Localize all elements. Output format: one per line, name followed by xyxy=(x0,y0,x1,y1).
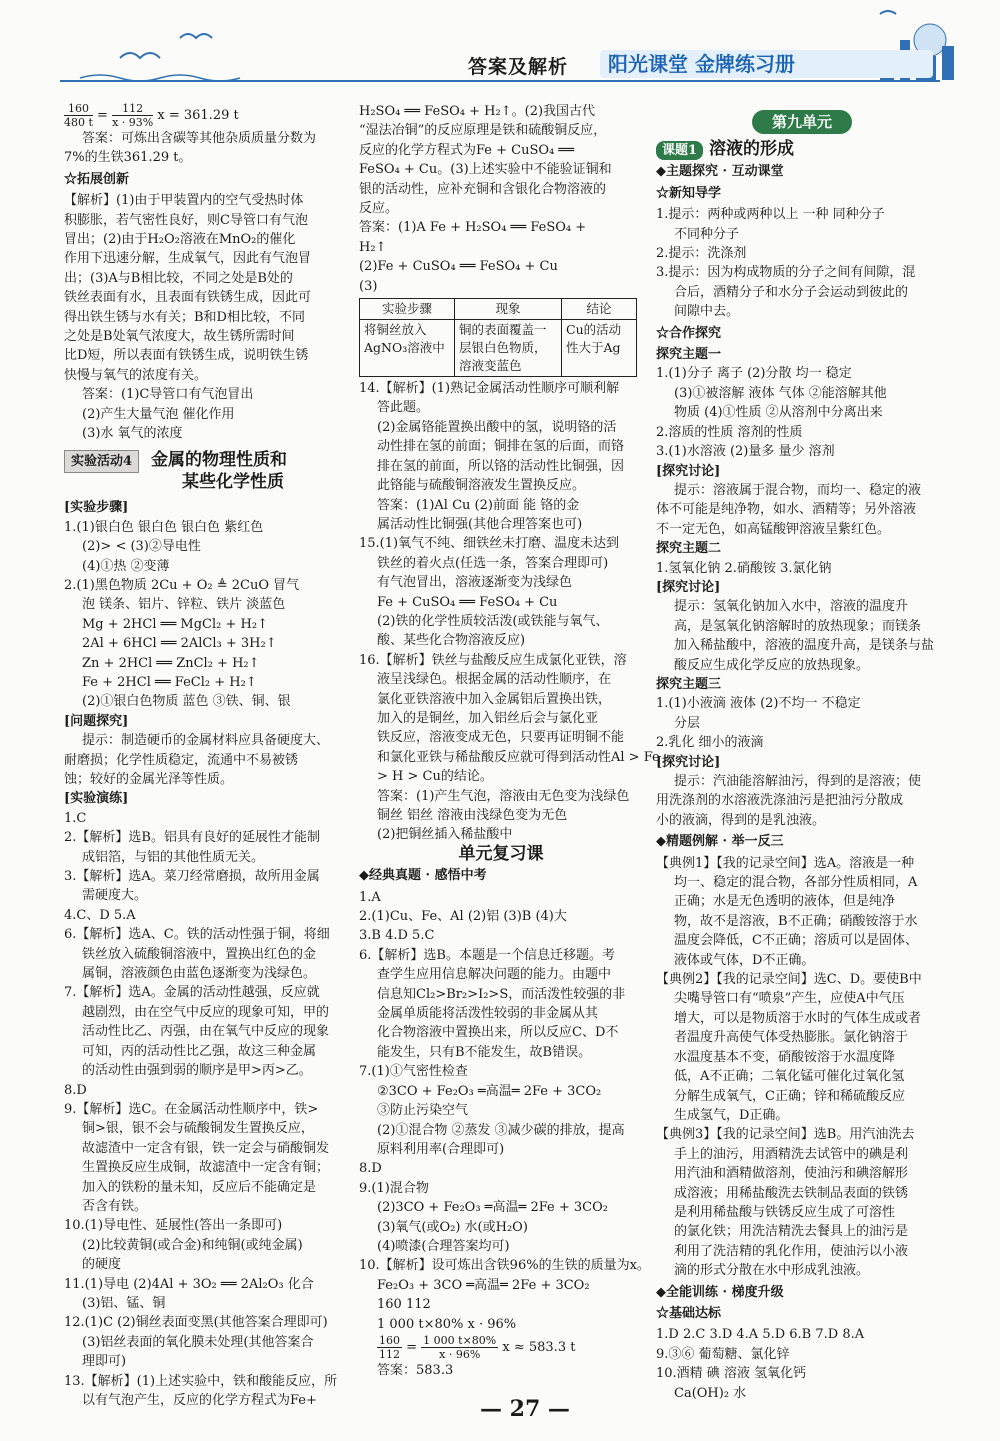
fraction xyxy=(421,1334,498,1361)
text-line: 物，故不是溶液，B不正确；硝酸铵溶于水 xyxy=(674,913,918,929)
text-line: H₂SO₄ ══ FeSO₄ + H₂↑。(2)我国古代 xyxy=(359,104,596,119)
text-line: 2.【解析】选B。铝具有良好的延展性才能制 xyxy=(64,830,320,846)
text-line: 分层 xyxy=(674,715,701,731)
text-line: [探究讨论] xyxy=(656,579,721,595)
text-line: 160 112 xyxy=(377,1297,431,1313)
text-line: (2)> < (3)②导电性 xyxy=(82,539,201,555)
text-line: 9.③⑥ 葡萄糖、氯化锌 xyxy=(656,1346,790,1362)
text-line: 体不可能是纯净物，如水、酒精等；另外溶液 xyxy=(656,502,917,518)
text-line: 答案：583.3 xyxy=(377,1362,454,1378)
text-line: 正确；水是无色透明的液体，但是纯净 xyxy=(674,894,896,910)
text-line: (2)3CO + Fe₂O₃ ═高温═ 2Fe + 3CO₂ xyxy=(377,1200,608,1216)
text-line: 10.【解析】设可炼出含铁96%的生铁的质量为x。 xyxy=(359,1258,650,1274)
text-line: 7%的生铁361.29 t。 xyxy=(64,150,192,166)
text-line: 作用下迅速分解，生成氧气，因此有气泡冒 xyxy=(64,251,312,267)
text-line: [问题探究] xyxy=(64,713,129,729)
text-line: 比D短，所以表面有铁锈生成，说明铁生锈 xyxy=(64,348,309,364)
text-line: 能发生，只有B不能发生，故B错误。 xyxy=(377,1044,592,1060)
page-header xyxy=(0,0,1000,92)
text-line: 尖嘴导管口有“喷泉”产生，应使A中气压 xyxy=(674,991,905,1007)
text-line: Fe₂O₃ + 3CO ═高温═ 2Fe + 3CO₂ xyxy=(377,1277,590,1293)
text-line: 冒出；(2)由于H₂O₂溶液在MnO₂的催化 xyxy=(64,232,296,248)
text-line: 4.C、D 5.A xyxy=(64,907,136,923)
section-heading: ☆基础达标 xyxy=(656,1305,722,1321)
text-line: 16.【解析】铁丝与盐酸反应生成氯化亚铁，溶 xyxy=(359,652,627,668)
text-line: 2.提示：洗涤剂 xyxy=(656,246,747,262)
text-line: 银的活动性，应补充铜和含银化合物溶液的 xyxy=(359,181,607,197)
text-line: 加入的是铜丝，加入铝丝后会与氯化亚 xyxy=(377,710,599,726)
numerator: 1 000 t×80% xyxy=(423,1333,497,1347)
equals-sign: = xyxy=(402,1339,422,1355)
text-line: 铁丝放入硫酸铜溶液中，置换出红色的金 xyxy=(82,946,317,962)
text-line: 9.(1)混合物 xyxy=(359,1180,429,1196)
text-line: 【解析】(1)由于甲装置内的空气受热时体 xyxy=(64,193,304,209)
text-line: 13.【解析】(1)上述实验中，铁和酸能反应，所 xyxy=(64,1373,338,1389)
text-line: 快慢与氧气的浓度有关。 xyxy=(64,367,208,383)
text-line: [实验步骤] xyxy=(64,500,129,516)
text-line: 14.【解析】(1)熟记金属活动性顺序可顺利解 xyxy=(359,381,620,397)
text-line: 答案：可炼出含碳等其他杂质质量分数为 xyxy=(82,131,317,146)
text-line: 分解生成氧气，C正确；锌和稀硫酸反应 xyxy=(674,1088,905,1104)
text-line: (2)①银白色物质 蓝色 ③铁、铜、银 xyxy=(82,694,291,710)
experiment-table xyxy=(359,298,637,377)
text-line: 1.(1)银白色 银白色 银白色 紫红色 xyxy=(64,519,264,535)
section-heading: ☆新知导学 xyxy=(656,185,722,201)
text-line: 金属单质能将活泼性较弱的非金属从其 xyxy=(377,1006,599,1022)
text-line: 2.(1)黑色物质 2Cu + O₂ ≜ 2CuO 冒气 xyxy=(64,577,300,593)
text-line: 2Al + 6HCl ══ 2AlCl₃ + 3H₂↑ xyxy=(82,636,277,652)
section-heading: ◆经典真题 · 感悟中考 xyxy=(359,868,487,884)
text-line: 低，A不正确；二氧化锰可催化过氧化氢 xyxy=(674,1069,905,1085)
text-line: 越剧烈，由在空气中反应的现象可知，甲的 xyxy=(82,1004,330,1020)
text-line: 酸、某些化合物溶液反应) xyxy=(377,633,526,649)
text-line: 用洗涤剂的水溶液洗涤油污是把油污分散成 xyxy=(656,793,904,809)
fraction xyxy=(377,1334,402,1361)
text-line: 15.(1)氧气不纯、细铁丝未打磨、温度未达到 xyxy=(359,536,620,552)
text-line: (3)氧气(或O₂) 水(或H₂O) xyxy=(377,1219,528,1235)
text-line: (2)Fe + CuSO₄ ══ FeSO₄ + Cu xyxy=(359,259,558,275)
text-line: 6.【解析】选A、C。铁的活动性强于铜，将细 xyxy=(64,927,330,943)
text-line: 和氯化亚铁与稀盐酸反应就可得到活动性Al > Fe xyxy=(377,749,660,765)
text-line: 1.氢氧化钠 2.硝酸铵 3.氯化钠 xyxy=(656,560,832,576)
text-line: (3)铝、锰、铜 xyxy=(82,1295,166,1311)
text-line: 2.溶质的性质 溶剂的性质 xyxy=(656,424,803,440)
text-line: 泡 镁条、铝片、锌粒、铁片 淡蓝色 xyxy=(82,597,286,613)
table-header: 实验步骤 xyxy=(360,299,455,320)
text-line: 排在氢的前面，所以铬的活动性比铜强，因 xyxy=(377,458,625,474)
text-line: 铁反应，溶液变成无色，只要再证明铜不能 xyxy=(377,730,625,746)
text-line: 理即可) xyxy=(82,1354,127,1370)
text-line: 生成氢气，D正确。 xyxy=(674,1107,789,1123)
unit-banner: 第九单元 xyxy=(752,110,852,134)
text-line: 3.B 4.D 5.C xyxy=(359,928,435,944)
fraction-equation xyxy=(64,102,344,129)
text-line: “湿法冶铜”的反应原理是铁和硫酸铜反应， xyxy=(359,123,607,139)
topic-tag: 课题1 xyxy=(656,141,703,160)
text-line: 小的液滴，得到的是乳浊液。 xyxy=(656,812,826,828)
text-line: (2)金属铬能置换出酸中的氢，说明铬的活 xyxy=(377,419,617,435)
text-line: 成溶液；用稀盐酸洗去铁制品表面的铁锈 xyxy=(674,1185,909,1201)
denominator: x · 93% xyxy=(112,116,154,129)
numerator: 112 xyxy=(112,102,153,116)
text-line: 有气泡冒出，溶液逐渐变为浅绿色 xyxy=(377,575,573,591)
text-line: 液体或气体，D不正确。 xyxy=(674,952,815,968)
text-line: 答此题。 xyxy=(377,400,430,416)
text-line: 动性排在氢的前面；铜排在氢的后面，而铬 xyxy=(377,439,625,455)
fraction xyxy=(64,102,93,129)
text-line: 提示：汽油能溶解油污，得到的是溶液；使 xyxy=(674,774,922,789)
text-line: ③防止污染空气 xyxy=(377,1103,469,1119)
text-line: 成铝箔，与铝的其他性质无关。 xyxy=(82,849,265,865)
text-line: 铜丝 铝丝 溶液由浅绿色变为无色 xyxy=(377,808,568,823)
text-line: 积膨胀，若气密性良好，则C导管口有气泡 xyxy=(64,212,308,228)
activity-name: 金属的物理性质和 xyxy=(151,449,288,470)
text-line: (4)喷漆(合理答案均可) xyxy=(377,1238,510,1254)
text-line: 提示：溶液属于混合物，而均一、稳定的液 xyxy=(674,482,922,498)
text-line: 1.(1)分子 离子 (2)分散 均一 稳定 xyxy=(656,366,852,382)
text-line: > H > Cu的结论。 xyxy=(377,769,493,785)
text-line: 铁丝的着火点(任选一条，答案合理即可) xyxy=(377,555,609,571)
denominator: x · 96% xyxy=(439,1347,481,1361)
text-line: (3)①被溶解 液体 气体 ②能溶解其他 xyxy=(674,385,887,401)
text-line: 以有气泡产生，反应的化学方程式为Fe+ xyxy=(82,1393,317,1408)
text-line: 答案：(1)C导管口有气泡冒出 xyxy=(82,387,254,403)
section-heading: ☆拓展创新 xyxy=(64,171,130,187)
text-line: 答案：(1)A Fe + H₂SO₄ ══ FeSO₄ + xyxy=(359,220,587,236)
text-line: 3.(1)水溶液 (2)量多 量少 溶剂 xyxy=(656,444,835,460)
fraction-equation xyxy=(359,1334,643,1361)
text-line: 探究主题二 xyxy=(656,541,722,557)
text-line: 1.C xyxy=(64,810,87,826)
text-line: 1.A xyxy=(359,889,381,905)
text-line: ②3CO + Fe₂O₃ ═高温═ 2Fe + 3CO₂ xyxy=(377,1083,602,1099)
table-cell: 铜的表面覆盖一层银白色物质，溶液变蓝色 xyxy=(455,320,562,377)
topic-title xyxy=(656,140,940,160)
text-line: 蚀；较好的金属光泽等性质。 xyxy=(64,772,234,787)
text-line: Fe + 2HCl ══ FeCl₂ + H₂↑ xyxy=(82,674,257,690)
text-line: 者温度升高使气体受热膨胀。氯化钠溶于 xyxy=(674,1030,909,1046)
text-line: 查学生应用信息解决问题的能力。由题中 xyxy=(377,967,612,983)
text-line: Mg + 2HCl ══ MgCl₂ + H₂↑ xyxy=(82,616,268,632)
text-line: 温度会降低，C不正确；溶质可以是固体、 xyxy=(674,933,918,949)
text-line: 增大，可以是物质溶于水时的气体生成或者 xyxy=(674,1010,922,1026)
text-line: Ca(OH)₂ 水 xyxy=(674,1385,747,1401)
text-line: 1.D 2.C 3.D 4.A 5.D 6.B 7.D 8.A xyxy=(656,1327,865,1343)
text-line: 铜>银，银不会与硫酸铜发生置换反应， xyxy=(82,1121,314,1137)
table-row xyxy=(360,320,637,377)
text-line: 信息知Cl₂>Br₂>I₂>S，而活泼性较强的非 xyxy=(377,986,626,1002)
table-header-row xyxy=(360,299,637,320)
table-header: 现象 xyxy=(455,299,562,320)
text-line: (2)产生大量气泡 催化作用 xyxy=(82,406,235,422)
text-line: 手上的油污，用酒精洗去试管中的碘是利 xyxy=(674,1146,909,1162)
topic-name: 溶液的形成 xyxy=(709,139,795,159)
text-line: 8.D xyxy=(64,1082,87,1098)
column-right xyxy=(656,102,940,1403)
text-line: Fe + CuSO₄ ══ FeSO₄ + Cu xyxy=(377,594,558,610)
activity-line xyxy=(64,450,344,473)
text-line: 属铜，溶液颜色由蓝色逐渐变为浅绿色。 xyxy=(82,966,317,982)
table-cell: 将铜丝放入AgNO₃溶液中 xyxy=(360,320,455,377)
text-line: [探究讨论] xyxy=(656,463,721,479)
numerator: 160 xyxy=(64,102,93,116)
text-line: [实验演练] xyxy=(64,791,129,807)
text-line: 高，是氢氧化钠溶解时的放热现象；而镁条 xyxy=(674,618,922,634)
table-cell: Cu的活动性大于Ag xyxy=(562,320,637,377)
equals-sign: = xyxy=(92,108,113,123)
numerator: 160 xyxy=(379,1333,400,1347)
text-line: 1.(1)小液滴 液体 (2)不均一 不稳定 xyxy=(656,696,861,712)
text-line: 1.提示：两种或两种以上 一种 同种分子 xyxy=(656,207,885,223)
text-line: 6.【解析】选B。本题是一个信息迁移题。考 xyxy=(359,947,615,963)
text-line: 生置换反应生成铜，故滤渣中一定含有铜； xyxy=(82,1160,330,1176)
text-line: FeSO₄ + Cu。(3)上述实验中不能验证铜和 xyxy=(359,162,612,178)
text-line: 8.D xyxy=(359,1161,382,1177)
text-line: 9.【解析】选C。在金属活动性顺序中，铁> xyxy=(64,1101,319,1117)
text-line: 化合物溶液中置换出来，所以反应C、D不 xyxy=(377,1025,619,1041)
header-brand: 阳光课堂 金牌练习册 xyxy=(600,50,933,78)
text-line: (2)①混合物 ②蒸发 ③减少碳的排放，提高 xyxy=(377,1122,625,1138)
section-title: 单元复习课 xyxy=(458,843,544,864)
text-line: 加入稀盐酸中，溶液的温度升高，是镁条与盐 xyxy=(674,638,935,654)
text-line: 耐磨损；化学性质稳定，流通中不易被锈 xyxy=(64,752,299,768)
column-left xyxy=(64,102,344,1410)
text-line: 10.酒精 碘 溶液 氢氧化钙 xyxy=(656,1366,807,1382)
result-text: x = 361.29 t xyxy=(153,108,239,123)
bird-decoration-icon xyxy=(60,8,260,88)
text-line: 7.(1)①气密性检查 xyxy=(359,1064,468,1080)
text-line: 铁丝表面有水，且表面有铁锈生成，因此可 xyxy=(64,290,312,306)
text-line: 用汽油和酒精做溶剂，使油污和碘溶解形 xyxy=(674,1166,909,1182)
text-line: 7.【解析】选A。金属的活动性越强，反应就 xyxy=(64,985,320,1001)
text-line: 属活动性比铜强(其他合理答案也可) xyxy=(377,516,583,532)
text-line: 原料利用率(合理即可) xyxy=(377,1141,505,1157)
text-line: 均一、稳定的混合物，各部分性质相同，A xyxy=(674,875,918,891)
text-line: 的活动性由强到弱的顺序是甲>丙>乙。 xyxy=(82,1063,312,1079)
text-line: 2.乳化 细小的液滴 xyxy=(656,735,764,751)
section-heading: ◆主题探究 · 互动课堂 xyxy=(656,164,784,180)
text-line: 不同种分子 xyxy=(674,226,740,242)
text-line: 利用了洗洁精的乳化作用，使油污以小液 xyxy=(674,1243,909,1259)
text-line: 探究主题一 xyxy=(656,347,722,363)
text-line: 的硬度 xyxy=(82,1257,122,1273)
text-line: 答案：(1)Al Cu (2)前面 能 铬的金 xyxy=(377,497,580,513)
text-line: 反应的化学方程式为Fe + CuSO₄ ══ xyxy=(359,142,575,158)
text-line: (2)铁的化学性质较活泼(或铁能与氧气、 xyxy=(377,613,609,629)
text-line: 需硬度大。 xyxy=(82,888,148,904)
fraction xyxy=(112,102,153,129)
text-line: (3)铝丝表面的氧化膜未处理(其他答案合 xyxy=(82,1334,314,1350)
text-line: 【典例3】【我的记录空间】选B。用汽油洗去 xyxy=(656,1127,915,1143)
text-line: 之处是B处氧气浓度大，故生锈所需时间 xyxy=(64,329,295,345)
text-line: 的氯化铁；用洗洁精洗去餐具上的油污是 xyxy=(674,1224,909,1240)
denominator: 112 xyxy=(379,1347,400,1361)
section-heading: ☆合作探究 xyxy=(656,325,722,341)
text-line: 3.提示：因为构成物质的分子之间有间隙，混 xyxy=(656,265,916,281)
text-line: 探究主题三 xyxy=(656,676,722,692)
text-line: 得出铁生锈与水有关；B和D相比较，不同 xyxy=(64,309,305,325)
denominator: 480 t xyxy=(64,116,93,129)
text-line: (4)①热 ②变薄 xyxy=(82,558,170,574)
section-heading: ◆全能训练 · 梯度升级 xyxy=(656,1284,784,1300)
text-line: 液呈浅绿色。根据金属的活动性顺序，在 xyxy=(377,672,612,688)
header-title: 答案及解析 xyxy=(468,56,569,78)
text-line: 11.(1)导电 (2)4Al + 3O₂ ══ 2Al₂O₃ 化合 xyxy=(64,1276,314,1292)
text-line: Zn + 2HCl ══ ZnCl₂ + H₂↑ xyxy=(82,655,260,671)
text-line: 提示：制造硬币的金属材料应具备硬度大、 xyxy=(82,733,330,749)
activity-tag: 实验活动4 xyxy=(64,450,139,473)
text-line: 不一定无色，如高锰酸钾溶液呈紫红色。 xyxy=(656,521,891,537)
text-line: 活动性比乙、丙强，由在氧气中反应的现象 xyxy=(82,1024,330,1040)
text-line: 提示：氢氧化钠加入水中，溶液的温度升 xyxy=(674,599,909,615)
text-line: 合后，酒精分子和水分子会运动到彼此的 xyxy=(674,284,909,300)
text-line: (2)比较黄铜(或合金)和纯铜(或纯金属) xyxy=(82,1237,303,1253)
result-text: x ≈ 583.3 t xyxy=(498,1339,576,1355)
text-line: 酸反应生成化学反应的放热现象。 xyxy=(674,657,870,673)
text-line: 加入的铁粉的量未知，反应后不能确定是 xyxy=(82,1179,317,1195)
activity-name-2: 某些化学性质 xyxy=(182,471,284,492)
text-line: 物质 (4)①性质 ②从溶剂中分离出来 xyxy=(674,405,883,421)
text-line: 氯化亚铁溶液中加入金属铝后置换出铁， xyxy=(377,691,612,707)
section-heading: ◆精题例解 · 举一反三 xyxy=(656,834,784,850)
text-line: [探究讨论] xyxy=(656,754,721,770)
text-line: 出；(3)A与B相比较，不同之处是B处的 xyxy=(64,270,293,286)
text-line: 2.(1)Cu、Fe、Al (2)铝 (3)B (4)大 xyxy=(359,909,567,925)
text-line: 水温度基本不变，硝酸铵溶于水温度降 xyxy=(674,1049,896,1065)
text-line: 否含有铁。 xyxy=(82,1198,148,1214)
text-line: 【典例1】【我的记录空间】选A。溶液是一种 xyxy=(656,855,915,871)
text-line: 间隙中去。 xyxy=(674,304,740,320)
header-rule xyxy=(60,80,940,82)
text-line: 10.(1)导电性、延展性(答出一条即可) xyxy=(64,1218,283,1234)
text-line: 12.(1)C (2)铜丝表面变黑(其他答案合理即可) xyxy=(64,1315,328,1331)
table-header: 结论 xyxy=(562,299,637,320)
text-line: 答案：(1)产生气泡，溶液由无色变为浅绿色 xyxy=(377,788,630,804)
text-line: 1 000 t×80% x · 96% xyxy=(377,1316,517,1332)
text-line: 【典例2】【我的记录空间】选C、D。要使B中 xyxy=(656,972,922,988)
column-middle xyxy=(359,102,660,1380)
text-line: 此铬能与硫酸铜溶液发生置换反应。 xyxy=(377,478,586,494)
text-line: (3) xyxy=(359,278,378,294)
text-line: (3)水 氧气的浓度 xyxy=(82,426,183,442)
text-line: 是利用稀盐酸与铁锈反应生成了可溶性 xyxy=(674,1204,896,1220)
text-line: 故滤渣中一定含有银，铁一定会与硝酸铜发 xyxy=(82,1140,330,1156)
text-line: 滴的形式分散在水中形成乳浊液。 xyxy=(674,1263,870,1279)
text-line: 可知，丙的活动性比乙强，故这三种金属 xyxy=(82,1043,317,1059)
activity-title xyxy=(64,450,344,493)
text-line: H₂↑ xyxy=(359,239,387,255)
text-line: 3.【解析】选A。菜刀经常磨损，故所用金属 xyxy=(64,869,320,885)
text-line: 反应。 xyxy=(359,201,399,217)
page-number: — 27 — xyxy=(480,1396,570,1422)
text-line: (2)把铜丝插入稀盐酸中 xyxy=(377,827,513,843)
